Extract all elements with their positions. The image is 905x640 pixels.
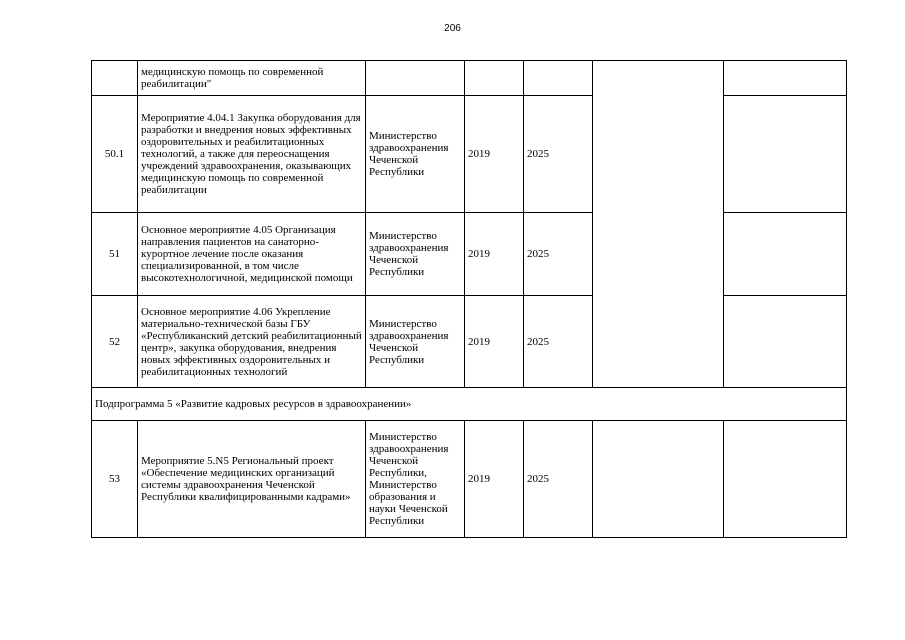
row-end-year: 2025 [524, 296, 593, 388]
row-start-year [465, 61, 524, 96]
empty-cell [593, 421, 724, 538]
table-row [92, 296, 847, 388]
empty-cell [724, 96, 847, 213]
subprogram-title: Подпрограмма 5 «Развитие кадровых ресурсов в здравоохранении» [92, 388, 847, 421]
row-number [92, 61, 138, 96]
row-description: Мероприятие 5.N5 Региональный проект «Обеспечение медицинских организаций системы здравоохранения Чеченской Республики квалифицированными кадрами» [138, 421, 366, 538]
row-description: Основное мероприятие 4.06 Укрепление материально-технической базы ГБУ «Республиканский детский реабилитационный центр», закупка оборудования, внедрения новых эффективных оздоровительных и реабилитационных технологий [138, 296, 366, 388]
row-number: 50.1 [92, 96, 138, 213]
row-description: Мероприятие 4.04.1 Закупка оборудования для разработки и внедрения новых эффективных оздоровительных и реабилитационных технологий, а также для переоснащения учреждений здравоохранения, оказывающих медицинскую помощь по современной реабилитации [138, 96, 366, 213]
row-start-year: 2019 [465, 213, 524, 296]
empty-cell [724, 213, 847, 296]
row-executor: Министерство здравоохранения Чеченской Республики [366, 296, 465, 388]
row-number: 53 [92, 421, 138, 538]
row-start-year: 2019 [465, 296, 524, 388]
row-start-year: 2019 [465, 421, 524, 538]
row-executor: Министерство здравоохранения Чеченской Республики, Министерство образования и науки Чеченской Республики [366, 421, 465, 538]
row-executor [366, 61, 465, 96]
program-table [91, 60, 847, 538]
row-number: 51 [92, 213, 138, 296]
empty-cell [724, 421, 847, 538]
merged-empty-cell [593, 61, 724, 388]
row-end-year: 2025 [524, 96, 593, 213]
row-start-year: 2019 [465, 96, 524, 213]
row-number: 52 [92, 296, 138, 388]
table-row [92, 213, 847, 296]
table-row [92, 96, 847, 213]
row-end-year [524, 61, 593, 96]
row-description: Основное мероприятие 4.05 Организация направления пациентов на санаторно-курортное лечение после оказания специализированной, в том числе высокотехнологичной, медицинской помощи [138, 213, 366, 296]
subprogram-row [92, 388, 847, 421]
empty-cell [724, 61, 847, 96]
row-end-year: 2025 [524, 421, 593, 538]
table-row [92, 61, 847, 96]
table-row [92, 421, 847, 538]
row-description: медицинскую помощь по современной реабилитации" [138, 61, 366, 96]
page-number: 206 [444, 23, 461, 34]
row-executor: Министерство здравоохранения Чеченской Республики [366, 213, 465, 296]
row-executor: Министерство здравоохранения Чеченской Республики [366, 96, 465, 213]
row-end-year: 2025 [524, 213, 593, 296]
empty-cell [724, 296, 847, 388]
